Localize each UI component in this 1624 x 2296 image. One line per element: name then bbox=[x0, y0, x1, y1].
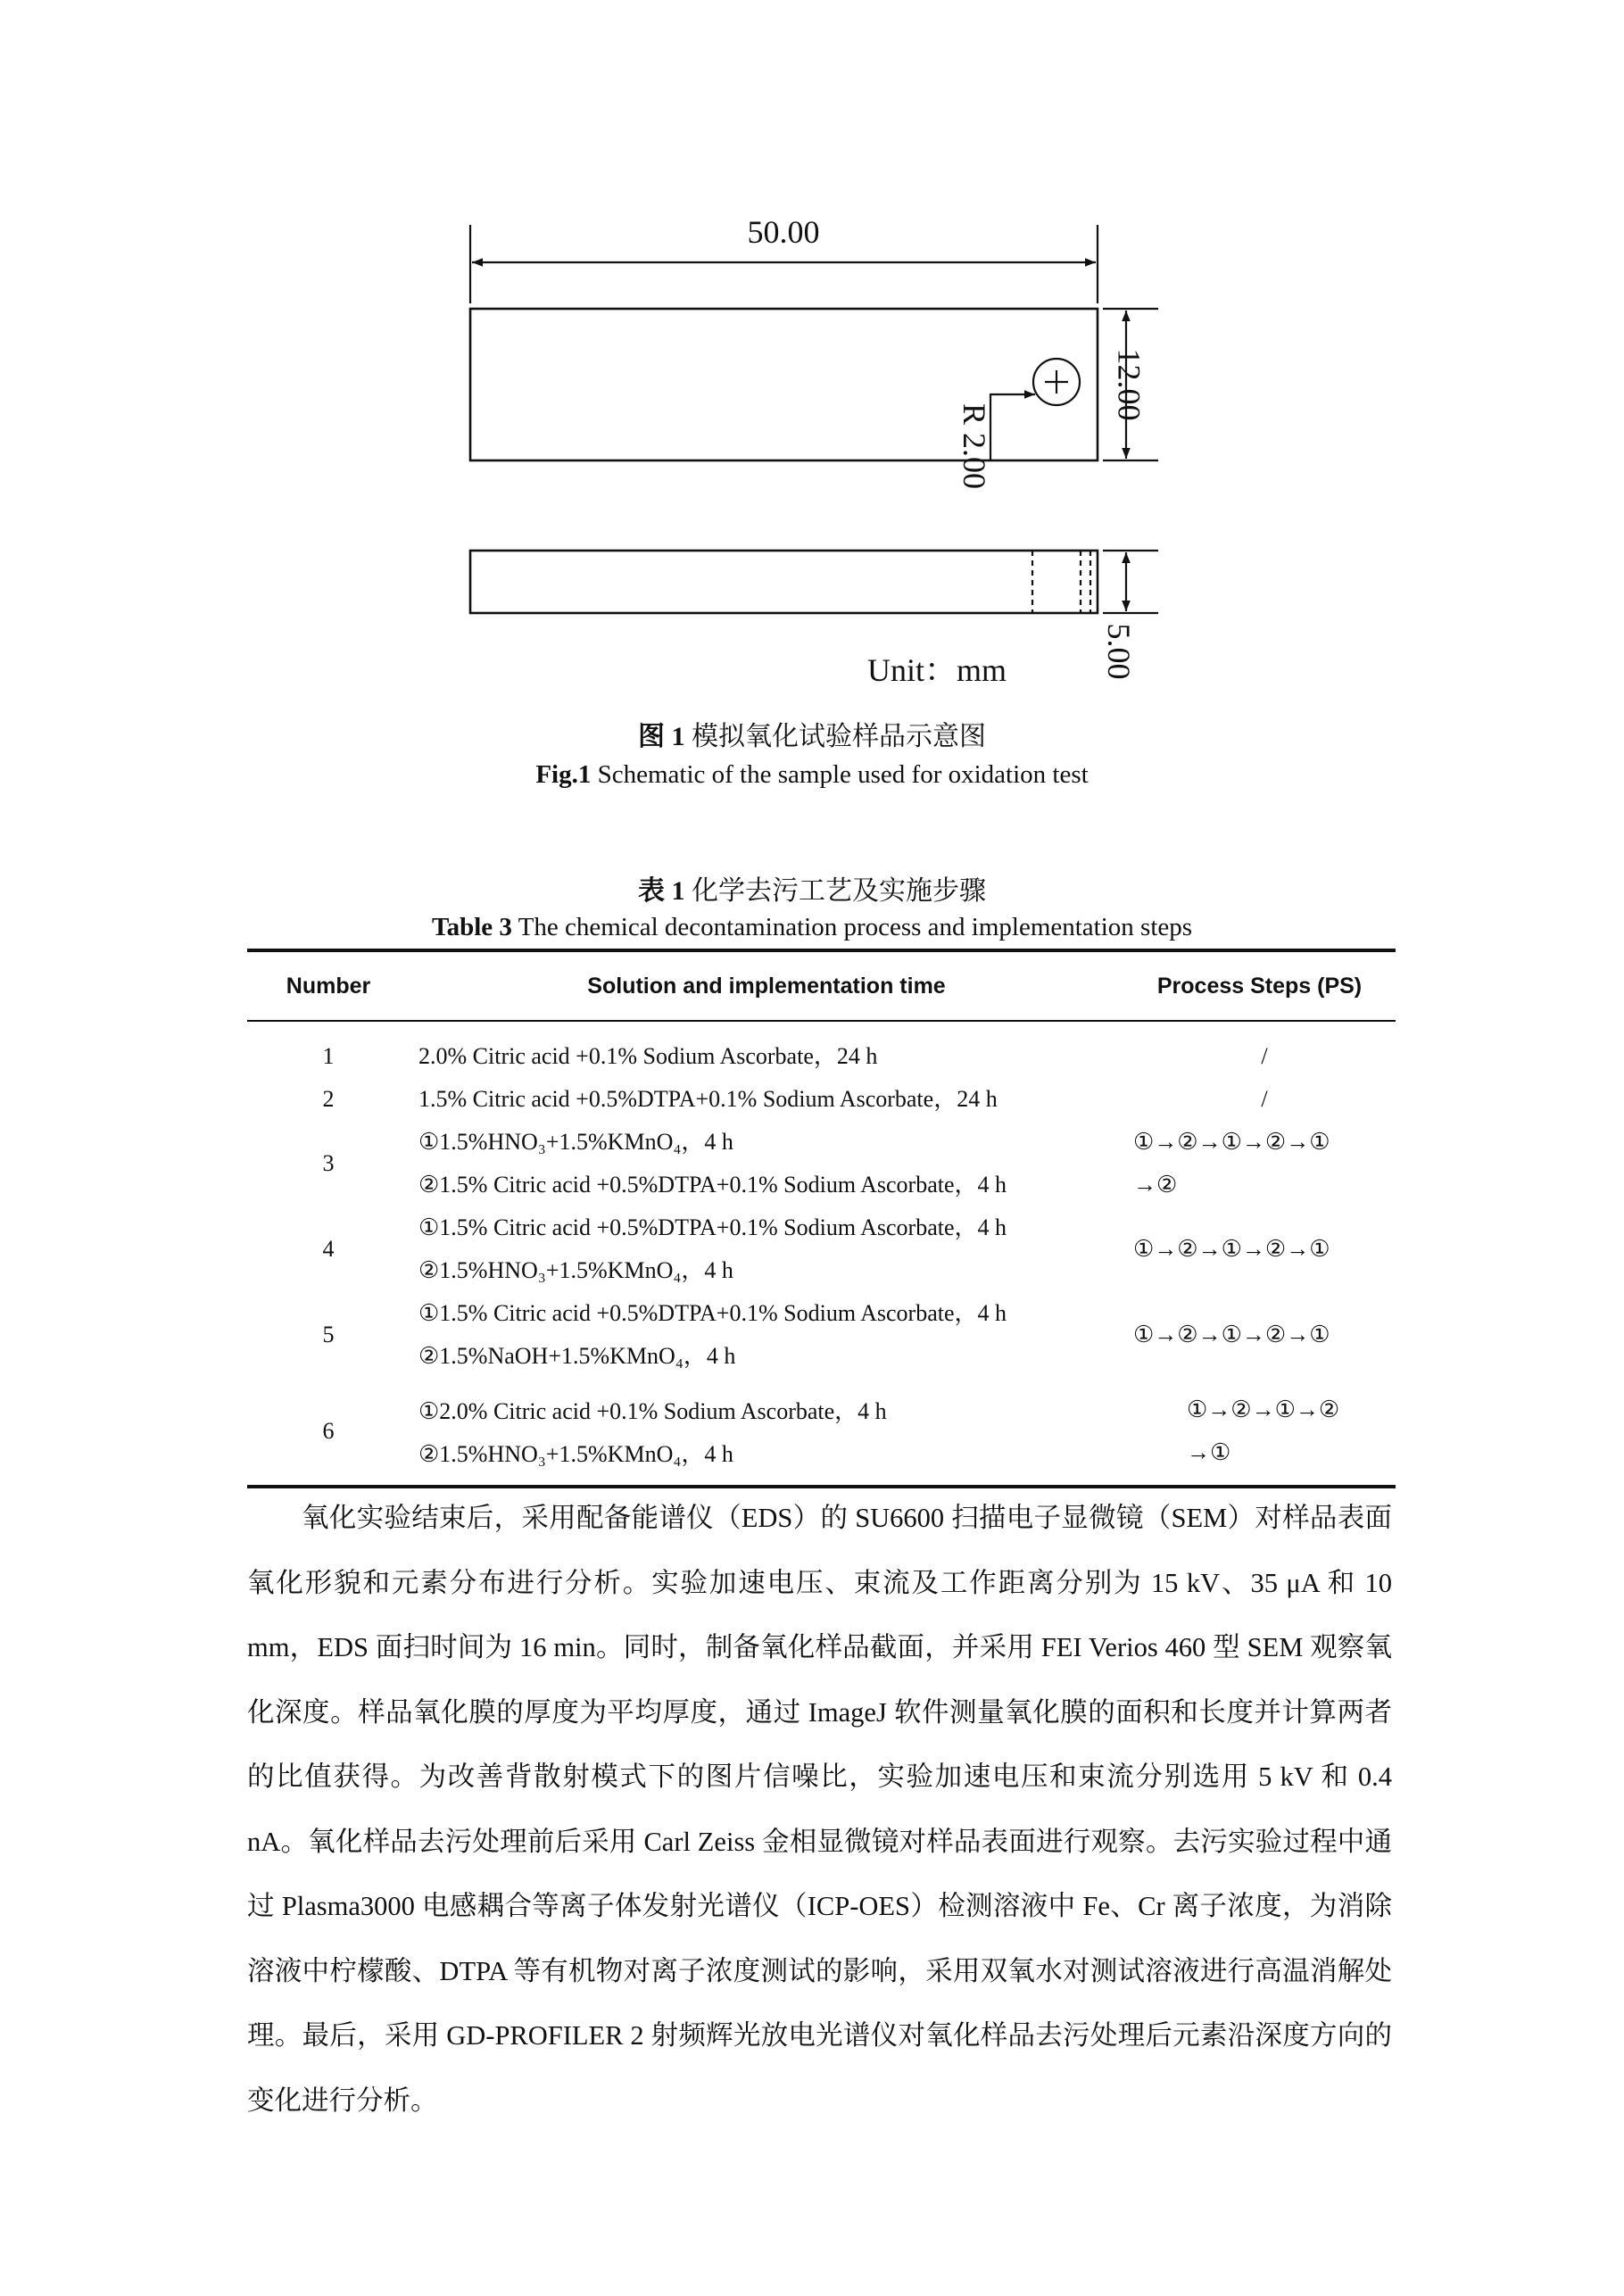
solution-line: 1.5% Citric acid +0.5%DTPA+0.1% Sodium Ascorbate，24 h bbox=[418, 1086, 998, 1112]
table-title-cn: 化学去污工艺及实施步骤 bbox=[692, 876, 986, 906]
width-label: 12.00 bbox=[1111, 348, 1148, 421]
figure-label-cn: 图 1 bbox=[638, 722, 685, 751]
figure-caption-cn bbox=[0, 714, 1624, 753]
table-caption-en bbox=[0, 913, 1624, 942]
process-steps: ①→②→①→②→① bbox=[1133, 1322, 1330, 1347]
row-number: 2 bbox=[322, 1086, 335, 1112]
solution-line: ①1.5% Citric acid +0.5%DTPA+0.1% Sodium Ascorbate，4 h bbox=[418, 1300, 1007, 1326]
header-number: Number bbox=[247, 950, 410, 1021]
table-row bbox=[247, 1121, 1396, 1206]
figure-label-en: Fig.1 bbox=[535, 760, 592, 789]
table-title-en: The chemical decontamination process and implementation steps bbox=[518, 913, 1193, 941]
table-header-row bbox=[247, 950, 1396, 1021]
process-steps: →② bbox=[1133, 1172, 1178, 1198]
figure-title-en: Schematic of the sample used for oxidation test bbox=[597, 760, 1089, 789]
table-row bbox=[247, 1378, 1396, 1487]
unit-label: Unit：mm bbox=[866, 652, 1007, 688]
process-steps: →① bbox=[1187, 1439, 1231, 1465]
solution-line: ②1.5%NaOH+1.5%KMnO₄，4 h bbox=[418, 1343, 736, 1369]
process-steps: ①→②→①→②→① bbox=[1133, 1236, 1330, 1262]
sample-side-view bbox=[470, 551, 1098, 613]
table-label-cn: 表 1 bbox=[638, 876, 685, 906]
process-steps: / bbox=[1261, 1086, 1268, 1112]
header-process-steps: Process Steps (PS) bbox=[1124, 950, 1396, 1021]
solution-line: ②1.5%HNO₃+1.5%KMnO₄，4 h bbox=[418, 1441, 733, 1467]
process-steps: ①→②→①→② bbox=[1187, 1397, 1340, 1422]
body-text bbox=[247, 1486, 1392, 2133]
table-row bbox=[247, 1035, 1396, 1078]
row-number: 5 bbox=[322, 1322, 335, 1347]
row-number: 4 bbox=[322, 1236, 335, 1262]
row-number: 6 bbox=[247, 1378, 410, 1487]
solution-line: ①1.5%HNO₃+1.5%KMnO₄，4 h bbox=[418, 1129, 733, 1155]
table-caption-cn bbox=[0, 868, 1624, 908]
length-label: 50.00 bbox=[747, 214, 820, 250]
table-row bbox=[247, 1078, 1396, 1121]
solution-line: ①2.0% Citric acid +0.1% Sodium Ascorbate，4 h bbox=[418, 1398, 887, 1424]
decontamination-table bbox=[247, 949, 1396, 1488]
sample-top-view bbox=[470, 309, 1098, 460]
radius-leader bbox=[990, 394, 1035, 460]
sample-schematic-drawing bbox=[0, 0, 1624, 705]
table-row bbox=[247, 1206, 1396, 1292]
figure-title-cn: 模拟氧化试验样品示意图 bbox=[692, 722, 986, 751]
process-steps: ①→②→①→②→① bbox=[1133, 1129, 1330, 1155]
paragraph: 氧化实验结束后，采用配备能谱仪（EDS）的 SU6600 扫描电子显微镜（SEM）对样品表面氧化形貌和元素分布进行分析。实验加速电压、束流及工作距离分别为 15 kV、35 μA 和 10 mm，EDS 面扫时间为 16 min。同时，制备氧化样品截面，并采用 FEI Verios 460 型 SEM 观察氧化深度。样品氧化膜的厚度为平均厚度，通过 ImageJ 软件测量氧化膜的面积和长度并计算两者的比值获得。为改善背散射模式下的图片信噪比，实验加速电压和束流分别选用 5 kV 和 0.4 nA。氧化样品去污处理前后采用 Carl Zeiss 金相显微镜对样品表面进行观察。去污实验过程中通过 Plasma3000 电感耦合等离子体发射光谱仪（ICP-OES）检测溶液中 Fe、Cr 离子浓度，为消除溶液中柠檬酸、DTPA 等有机物对离子浓度测试的影响，采用双氧水对测试溶液进行高温消解处理。最后，采用 GD-PROFILER 2 射频辉光放电光谱仪对氧化样品去污处理后元素沿深度方向的变化进行分析。 bbox=[247, 1503, 1392, 2116]
figure-caption-en bbox=[0, 760, 1624, 790]
table-label-en: Table 3 bbox=[431, 913, 512, 941]
process-steps: / bbox=[1261, 1043, 1268, 1069]
row-number: 3 bbox=[322, 1150, 335, 1176]
thickness-label: 5.00 bbox=[1101, 623, 1137, 680]
solution-line: ②1.5% Citric acid +0.5%DTPA+0.1% Sodium Ascorbate，4 h bbox=[418, 1172, 1007, 1198]
table-row bbox=[247, 1292, 1396, 1378]
radius-label: R 2.00 bbox=[957, 402, 992, 490]
solution-line: 2.0% Citric acid +0.1% Sodium Ascorbate，24 h bbox=[418, 1043, 878, 1069]
row-number: 1 bbox=[322, 1043, 335, 1069]
solution-line: ②1.5%HNO₃+1.5%KMnO₄，4 h bbox=[418, 1257, 733, 1283]
solution-line: ①1.5% Citric acid +0.5%DTPA+0.1% Sodium Ascorbate，4 h bbox=[418, 1214, 1007, 1240]
header-solution: Solution and implementation time bbox=[410, 950, 1124, 1021]
